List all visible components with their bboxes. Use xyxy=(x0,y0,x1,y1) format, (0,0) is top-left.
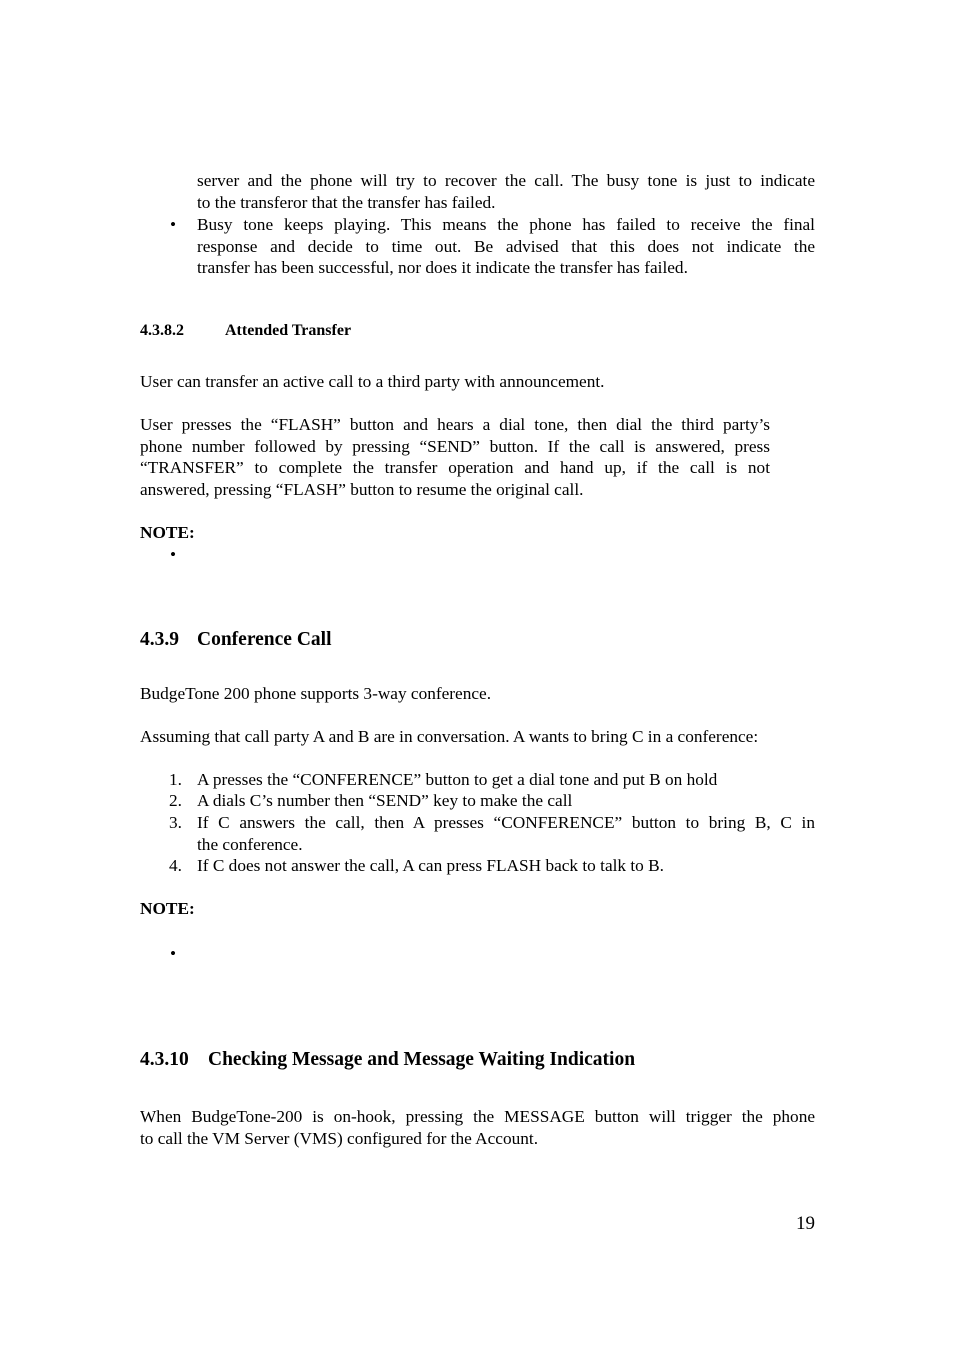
text-line: When BudgeTone-200 is on-hook, pressing the MESSAGE button will trigger the phone xyxy=(140,1107,815,1126)
text-line: User presses the “FLASH” button and hears a dial tone, then dial the third party’s xyxy=(140,415,770,434)
note-label: NOTE: xyxy=(140,899,195,918)
list-item xyxy=(197,812,815,855)
paragraph: BudgeTone 200 phone supports 3-way conference. xyxy=(140,684,492,703)
text-line: response and decide to time out. Be advised that this does not indicate the xyxy=(197,236,815,256)
list-number: 4. xyxy=(169,856,182,875)
text-line: If C answers the call, then A presses “CONFERENCE” button to bring B, C in xyxy=(197,813,815,832)
continuation-paragraph xyxy=(197,170,815,213)
text-line: answered, pressing “FLASH” button to resume the original call. xyxy=(140,479,584,499)
list-number: 3. xyxy=(169,813,182,832)
text-line: server and the phone will try to recover the call. The busy tone is just to indicate xyxy=(197,171,815,190)
paragraph: Assuming that call party A and B are in conversation. A wants to bring C in a conference: xyxy=(140,727,759,746)
page-number: 19 xyxy=(796,1213,815,1234)
section-number: 4.3.8.2 xyxy=(140,322,184,339)
text-line: “TRANSFER” to complete the transfer operation and hand up, if the call is not xyxy=(140,458,770,477)
text-line: Busy tone keeps playing. This means the phone has failed to receive the final xyxy=(197,215,815,234)
paragraph xyxy=(140,414,770,500)
paragraph: User can transfer an active call to a third party with announcement. xyxy=(140,372,605,391)
section-number: 4.3.9 xyxy=(140,629,179,650)
text-line: to the transferor that the transfer has failed. xyxy=(197,192,496,212)
list-item: If C does not answer the call, A can press FLASH back to talk to B. xyxy=(197,856,664,875)
text-line: to call the VM Server (VMS) configured for the Account. xyxy=(140,1128,539,1148)
text-line: the conference. xyxy=(197,834,303,854)
busy-tone-bullet-text xyxy=(197,214,815,279)
section-number: 4.3.10 xyxy=(140,1049,189,1070)
note-label: NOTE: xyxy=(140,523,195,542)
section-title: Attended Transfer xyxy=(225,322,352,339)
bullet-symbol: • xyxy=(169,215,177,234)
list-item: A dials C’s number then “SEND” key to make the call xyxy=(197,791,573,810)
list-number: 1. xyxy=(169,770,182,789)
bullet-symbol: • xyxy=(169,545,177,564)
section-title: Conference Call xyxy=(197,629,332,650)
section-title: Checking Message and Message Waiting Indication xyxy=(208,1049,636,1070)
list-item: A presses the “CONFERENCE” button to get a dial tone and put B on hold xyxy=(197,770,718,789)
paragraph xyxy=(140,1106,815,1149)
bullet-symbol: • xyxy=(169,944,177,963)
text-line: transfer has been successful, nor does it indicate the transfer has failed. xyxy=(197,258,688,277)
text-line: phone number followed by pressing “SEND” button. If the call is answered, press xyxy=(140,436,770,456)
list-number: 2. xyxy=(169,791,182,810)
